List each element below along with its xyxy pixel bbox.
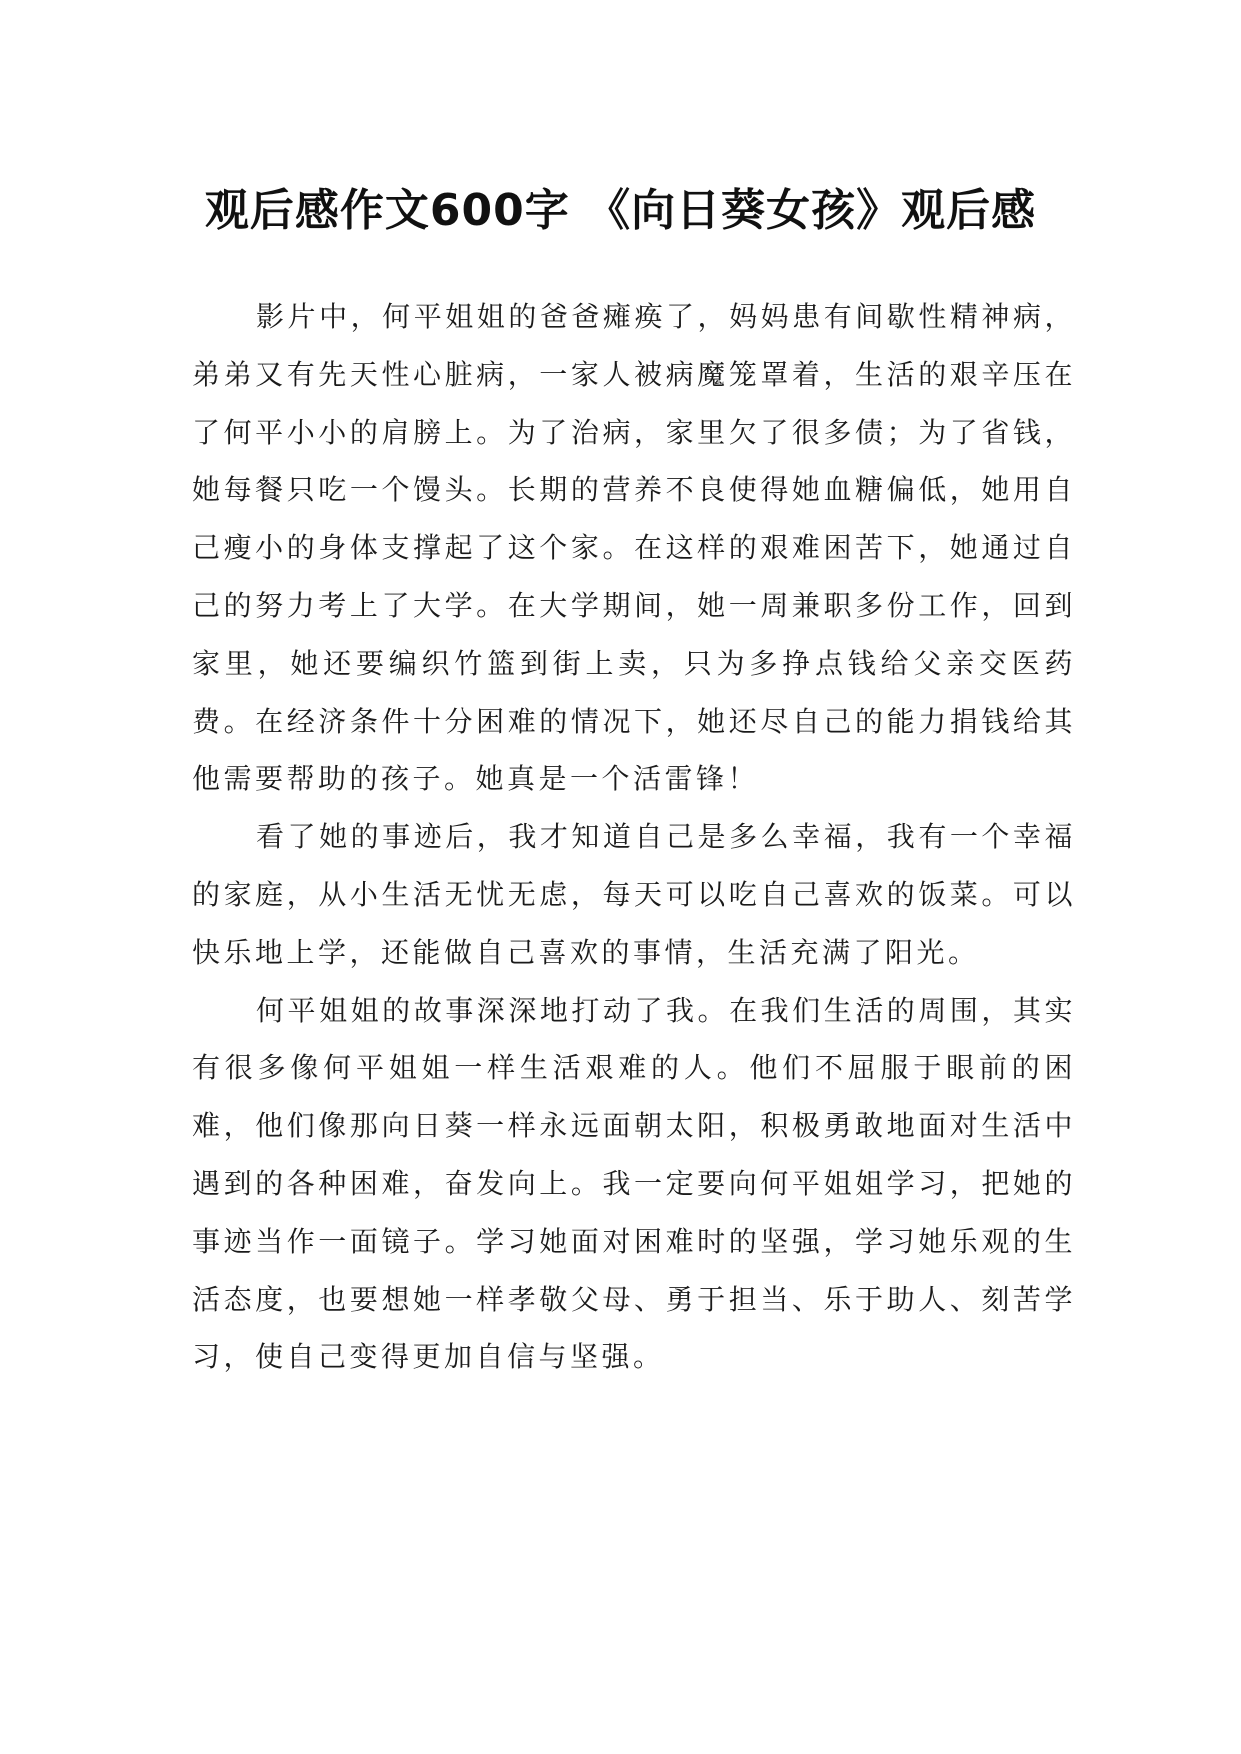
document-title: 观后感作文600字 《向日葵女孩》观后感 (204, 185, 1037, 237)
paragraph-2: 看了她的事迹后，我才知道自己是多么幸福，我有一个幸福的家庭，从小生活无忧无虑，每天可以吃自己喜欢的饭菜。可以快乐地上学，还能做自己喜欢的事情，生活充满了阳光。 (192, 820, 1076, 969)
paragraph-3: 何平姐姐的故事深深地打动了我。在我们生活的周围，其实有很多像何平姐姐一样生活艰难的人。他们不屈服于眼前的困难，他们像那向日葵一样永远面朝太阳，积极勇敢地面对生活中遇到的各种困难，奋发向上。我一定要向何平姐姐学习，把她的事迹当作一面镜子。学习她面对困难时的坚强，学习她乐观的生活态度，也要想她一样孝敬父母、勇于担当、乐于助人、刻苦学习，使自己变得更加自信与坚强。 (192, 993, 1076, 1374)
document-body (192, 288, 1076, 1386)
paragraph-1: 影片中，何平姐姐的爸爸瘫痪了，妈妈患有间歇性精神病，弟弟又有先天性心脏病，一家人被病魔笼罩着，生活的艰辛压在了何平小小的肩膀上。为了治病，家里欠了很多债；为了省钱，她每餐只吃一个馒头。长期的营养不良使得她血糖偏低，她用自己瘦小的身体支撑起了这个家。在这样的艰难困苦下，她通过自己的努力考上了大学。在大学期间，她一周兼职多份工作，回到家里，她还要编织竹篮到街上卖，只为多挣点钱给父亲交医药费。在经济条件十分困难的情况下，她还尽自己的能力捐钱给其他需要帮助的孩子。她真是一个活雷锋！ (192, 300, 1076, 796)
